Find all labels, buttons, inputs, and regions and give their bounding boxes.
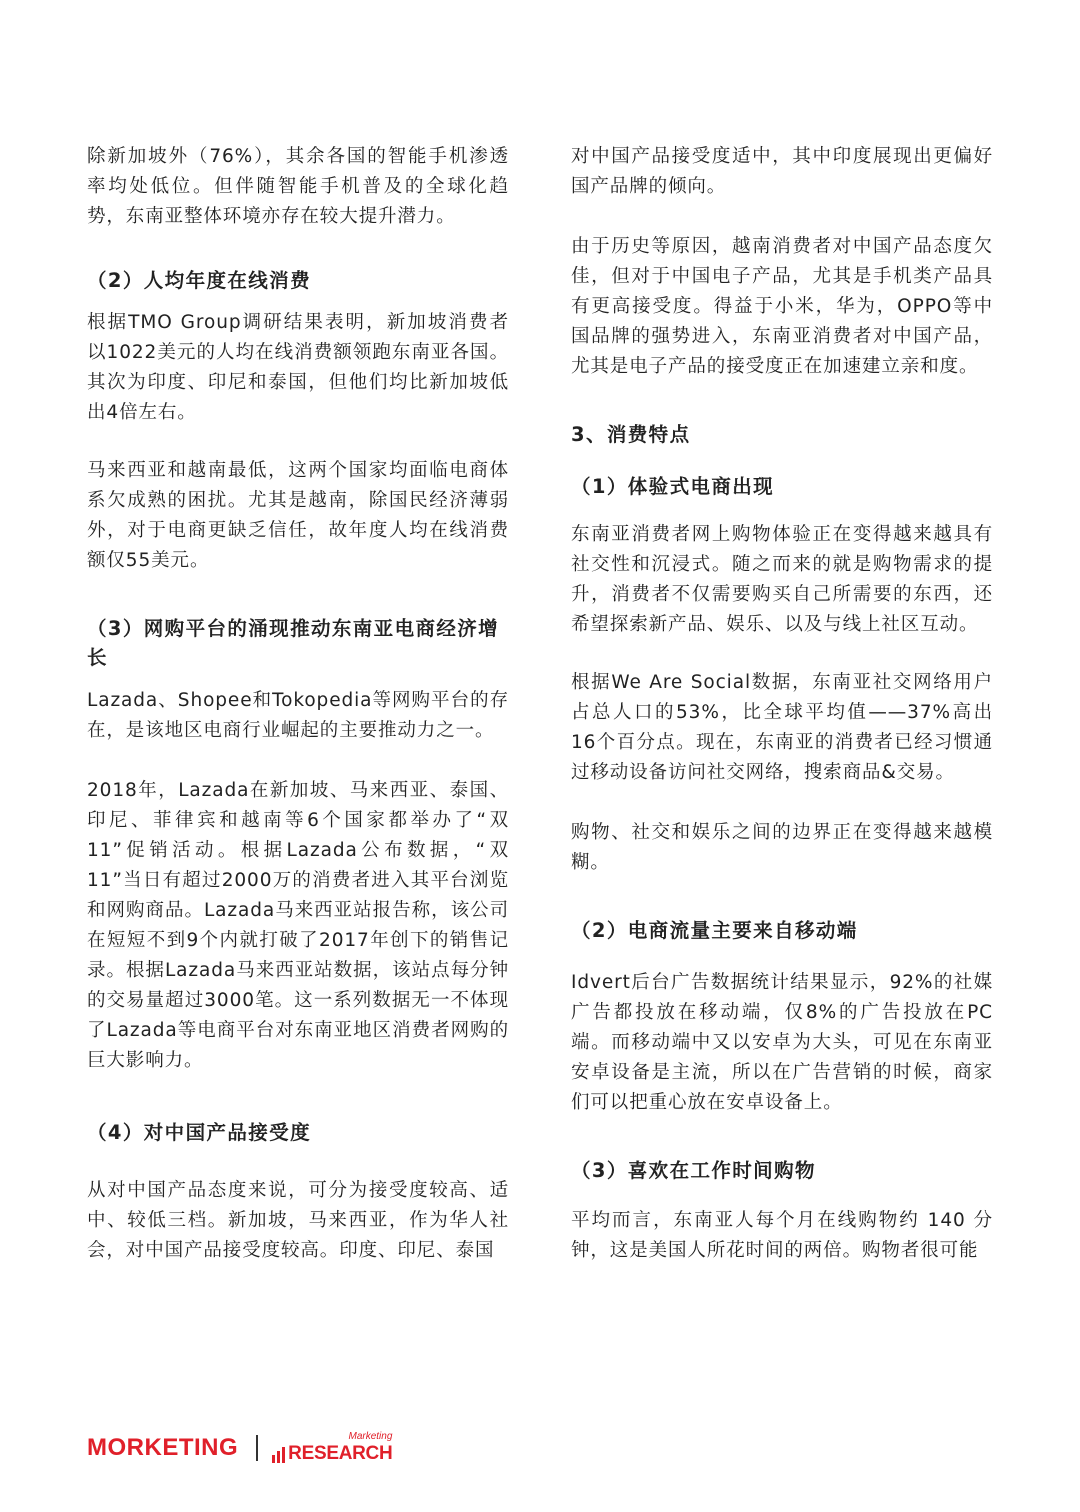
heading-experiential-ecommerce: （1）体验式电商出现 bbox=[571, 475, 775, 498]
paragraph-smartphone-penetration: 除新加坡外（76%），其余各国的智能手机渗透率均处低位。但伴随智能手机普及的全球化趋势，东南亚整体环境亦存在较大提升潜力。 bbox=[87, 146, 509, 227]
paragraph-lazada-shopee: Lazada、Shopee和Tokopedia等网购平台的存在，是该地区电商行业崛起的主要推动力之一。 bbox=[87, 690, 509, 741]
paragraph-double-11: 2018年，Lazada在新加坡、马来西亚、泰国、印尼、菲律宾和越南等6个国家都举办了“双11”促销活动。根据Lazada公布数据，“双11”当日有超过2000万的消费者进入其平台浏览和网购商品。Lazada马来西亚站报告称，该公司在短短不到9个内就打破了2017年创下的销售记录。根据Lazada马来西亚站数据，该站点每分钟的交易量超过3000笔。这一系列数据无一不体现了Lazada等电商平台对东南亚地区消费者网购的巨大影响力。 bbox=[87, 780, 509, 1071]
paragraph-tmo-group: 根据TMO Group调研结果表明，新加坡消费者以1022美元的人均在线消费额领跑东南亚各国。其次为印度、印尼和泰国，但他们均比新加坡低出4倍左右。 bbox=[87, 312, 509, 423]
morketing-logo: MORKETING bbox=[87, 1434, 239, 1461]
paragraph-social-immersive: 东南亚消费者网上购物体验正在变得越来越具有社交性和沉浸式。随之而来的就是购物需求的提升，消费者不仅需要购买自己所需要的东西，还希望探索新产品、娱乐、以及与线上社区互动。 bbox=[571, 524, 993, 635]
paragraph-we-are-social: 根据We Are Social数据，东南亚社交网络用户占总人口的53%，比全球平均值——37%高出16个百分点。现在，东南亚的消费者已经习惯通过移动设备访问社交网络，搜索商品&交易。 bbox=[571, 672, 993, 783]
logo-divider bbox=[256, 1435, 258, 1461]
research-bars-icon bbox=[272, 1445, 285, 1463]
paragraph-idvert-stats: Idvert后台广告数据统计结果显示，92%的社媒广告都投放在移动端，仅8%的广告投放在PC端。而移动端中又以安卓为大头，可见在东南亚安卓设备是主流，所以在广告营销的时候，商家们可以把重心放在安卓设备上。 bbox=[571, 972, 993, 1113]
heading-consumption-features: 3、消费特点 bbox=[571, 423, 691, 446]
paragraph-vietnam-attitude: 由于历史等原因，越南消费者对中国产品态度欠佳，但对于中国电子产品，尤其是手机类产品具有更高接受度。得益于小米，华为，OPPO等中国品牌的强势进入，东南亚消费者对中国产品，尤其是电子产品的接受度正在加速建立亲和度。 bbox=[571, 236, 993, 377]
heading-per-capita-spending: （2）人均年度在线消费 bbox=[87, 269, 311, 292]
research-logo-text: RESEARCH bbox=[288, 1443, 393, 1464]
footer-logos bbox=[87, 1428, 392, 1468]
research-logo-subtext: Marketing bbox=[348, 1431, 393, 1442]
paragraph-malaysia-vietnam: 马来西亚和越南最低，这两个国家均面临电商体系欠成熟的困扰。尤其是越南，除国民经济薄弱外，对于电商更缺乏信任，故年度人均在线消费额仅55美元。 bbox=[87, 460, 509, 571]
paragraph-acceptance-levels: 从对中国产品态度来说，可分为接受度较高、适中、较低三档。新加坡，马来西亚，作为华人社会，对中国产品接受度较高。印度、印尼、泰国 bbox=[87, 1180, 509, 1261]
paragraph-blurred-boundaries: 购物、社交和娱乐之间的边界正在变得越来越模糊。 bbox=[571, 822, 993, 873]
heading-china-acceptance: （4）对中国产品接受度 bbox=[87, 1121, 311, 1144]
heading-platforms-growth: （3）网购平台的涌现推动东南亚电商经济增长 bbox=[87, 617, 500, 669]
paragraph-shopping-minutes: 平均而言，东南亚人每个月在线购物约 140 分钟，这是美国人所花时间的两倍。购物者很可能 bbox=[571, 1210, 993, 1261]
heading-mobile-traffic: （2）电商流量主要来自移动端 bbox=[571, 919, 858, 942]
heading-worktime-shopping: （3）喜欢在工作时间购物 bbox=[571, 1159, 816, 1182]
marketing-research-logo bbox=[272, 1433, 392, 1463]
paragraph-india-preference: 对中国产品接受度适中，其中印度展现出更偏好国产品牌的倾向。 bbox=[571, 146, 993, 197]
